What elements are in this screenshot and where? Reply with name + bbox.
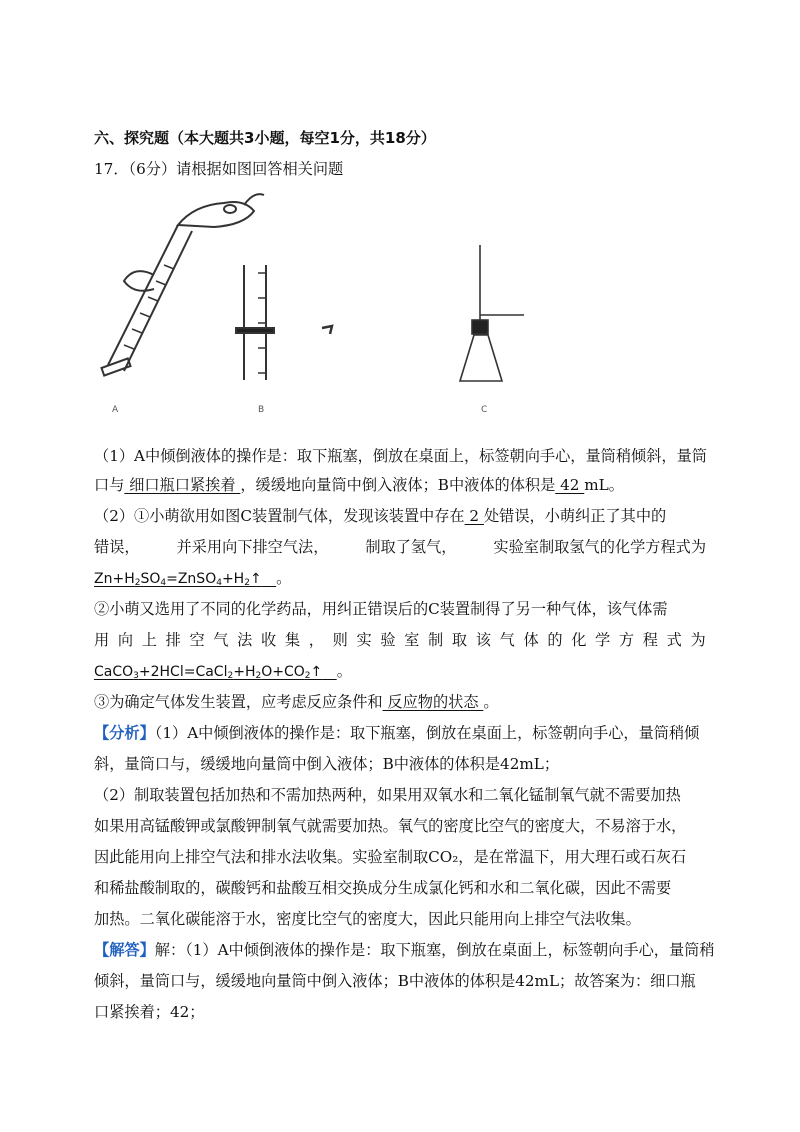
part2b-char: 法	[237, 631, 253, 649]
part2b-char: 制	[428, 631, 444, 649]
part2b-char: 排	[165, 631, 181, 649]
part2b-char: 室	[404, 631, 420, 649]
part1-text-b: ，缓缓地向量筒中倒入液体；B中液体的体积是	[240, 476, 556, 494]
part2a-word: 错误，	[94, 538, 140, 556]
part2b-char: 向	[117, 631, 134, 649]
analysis-line-1	[94, 723, 699, 743]
part2a-word: 实验室制取氢气的化学方程式为	[493, 538, 706, 556]
part2a-formula-line	[94, 568, 291, 589]
solution-line-3: 口紧挨着；42；	[94, 1003, 205, 1021]
part2a-end: 。	[276, 569, 292, 587]
part2b-char: 上	[141, 631, 157, 649]
part2a-word: 制取了氢气，	[365, 538, 457, 556]
part2b-char: 用	[94, 631, 110, 649]
part2b-char: 则	[332, 631, 348, 649]
part2b-end: 。	[336, 662, 352, 680]
part2b-char: 取	[451, 631, 468, 649]
part2b-line1: ②小萌又选用了不同的化学药品，用纠正错误后的C装置制得了另一种气体，该气体需	[94, 600, 668, 618]
part2b-char: 气	[213, 631, 229, 649]
analysis-tag: 【分析】	[94, 724, 155, 742]
analysis-line-7: 加热。二氧化碳能溶于水，密度比空气的密度大，因此只能用向上排空气法收集。	[94, 910, 641, 928]
part2b-char: 学	[595, 631, 611, 649]
figure-label-c: C	[481, 405, 488, 415]
figure-a-pouring	[101, 194, 264, 375]
section-title: 六、探究题（本大题共3小题，每空1分，共18分）	[94, 129, 436, 147]
hydrogen-equation: $Zn+H_2SO_4=ZnSO_4+H_2↑$	[94, 571, 262, 588]
part2b-char: 化	[571, 631, 587, 649]
analysis-text: （1）A中倾倒液体的操作是：取下瓶塞，倒放在桌面上，标签朝向手心，量筒稍倾	[154, 724, 700, 742]
part1-line1: （1）A中倾倒液体的操作是：取下瓶塞，倒放在桌面上，标签朝向手心，量筒稍倾斜，量筒	[94, 447, 707, 465]
part1-text-c: mL。	[584, 476, 624, 494]
carbon-dioxide-equation: $CaCO_3+2HCl=CaCl_2+H_2O+CO_2↑$	[94, 664, 323, 681]
part2b-formula-line	[94, 661, 352, 682]
part2b-char: 气	[499, 631, 515, 649]
part2b-char: 方	[618, 631, 635, 649]
analysis-line-5: 因此能用向上排空气法和排水法收集。实验室制取CO₂，是在常温下，用大理石或石灰石	[94, 848, 687, 866]
solution-text: 解：（1）A中倾倒液体的操作是：取下瓶塞，倒放在桌面上，标签朝向手心，量筒稍	[154, 941, 715, 959]
analysis-line-6: 和稀盐酸制取的，碳酸钙和盐酸互相交换成分生成氯化钙和水和二氧化碳，因此不需要	[94, 879, 672, 897]
part2b-char: 式	[666, 631, 682, 649]
part2c-line	[94, 692, 499, 712]
figure-c-apparatus	[460, 245, 524, 381]
analysis-line-3: （2）制取装置包括加热和不需加热两种，如果用双氧水和二氧化锰制氧气就不需要加热	[94, 786, 681, 804]
part1-text-a: 口与	[94, 476, 125, 494]
part2b-char: 收	[261, 631, 277, 649]
analysis-line-2: 斜，量筒口与，缓缓地向量筒中倒入液体；B中液体的体积是42mL；	[94, 755, 560, 773]
part2b-char: 集	[284, 631, 301, 649]
part2a-word: 并采用向下排空气法，	[176, 538, 329, 556]
part2b-char: 为	[690, 631, 706, 649]
part2b-char: ，	[308, 631, 324, 649]
part2a-line1	[94, 506, 666, 526]
solution-line-2: 倾斜，量筒口与，缓缓地向量筒中倒入液体；B中液体的体积是42mL；故答案为：细口瓶	[94, 972, 696, 990]
figure-label-a: A	[112, 405, 119, 415]
figure-label-b: B	[258, 405, 265, 415]
answer-blank-2: 42	[555, 476, 585, 494]
part2c-text-b: 。	[483, 693, 499, 711]
part2c-text-a: ③为确定气体发生装置，应考虑反应条件和	[94, 693, 383, 711]
part2b-char: 空	[189, 631, 205, 649]
question-text: （6分）请根据如图回答相关问题	[128, 160, 344, 178]
part2a-text-b: 处错误，小萌纠正了其中的	[483, 507, 667, 525]
analysis-line-4: 如果用高锰酸钾或氯酸钾制氧气就需要加热。氧气的密度比空气的密度大，不易溶于水，	[94, 817, 687, 835]
part2b-char: 实	[356, 631, 372, 649]
part2b-char: 体	[523, 631, 539, 649]
part1-line2	[94, 475, 624, 495]
answer-blank-3: 2	[464, 507, 484, 525]
part2b-char: 该	[475, 631, 491, 649]
answer-blank-4: 反应物的状态	[382, 693, 484, 711]
part2b-char: 的	[547, 631, 563, 649]
part2b-char: 程	[642, 631, 658, 649]
part2a-text-a: （2）①小萌欲用如图C装置制气体，发现该装置中存在	[94, 507, 465, 525]
solution-tag: 【解答】	[94, 941, 155, 959]
part2b-line2	[94, 630, 706, 650]
question-number: 17．	[94, 160, 129, 178]
question-stem	[94, 159, 343, 179]
part2b-char: 验	[380, 631, 396, 649]
part2a-line2	[94, 537, 706, 557]
answer-blank-1: 细口瓶口紧挨着	[124, 476, 241, 494]
figure-b-cylinder	[236, 265, 332, 380]
solution-line-1	[94, 940, 715, 960]
apparatus-figure	[94, 185, 554, 420]
